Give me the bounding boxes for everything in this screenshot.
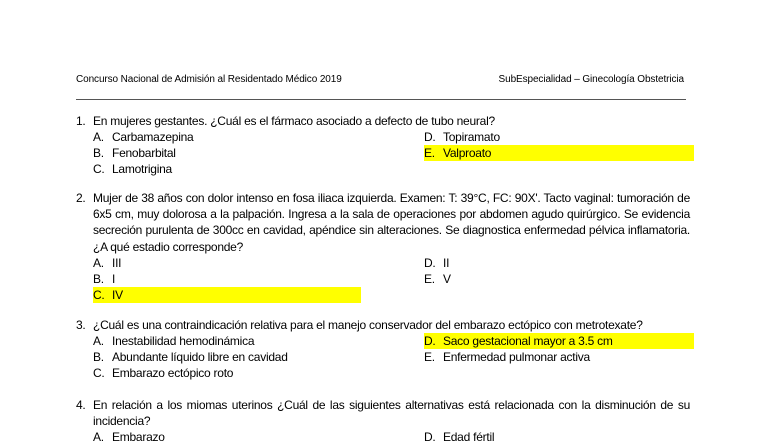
question-text: ¿Cuál es una contraindicación relativa para el manejo conservador del embarazo ectópico con metrotexate? xyxy=(93,318,643,332)
question-text: Mujer de 38 años con dolor intenso en fosa iliaca izquierda. Examen: T: 39°C, FC: 90X'. Tacto vaginal: tumoración de 6x5 cm, muy dolorosa a la palpación. Ingresa a la sala de operaciones por abdomen agudo quirúrgico. Se evidencia secreción purulenta de 300cc en cavidad, apéndice sin alteraciones. Se diagnostica enfermedad pélvica inflamatoria. ¿A qué estadio corresponde? xyxy=(93,191,690,254)
question-1 xyxy=(76,113,690,177)
option-a[interactable]: A. Embarazo xyxy=(93,430,165,445)
option-d[interactable]: D. Edad fértil xyxy=(424,430,495,445)
option-e[interactable]: E. Enfermedad pulmonar activa xyxy=(424,350,590,365)
option-c[interactable]: C. Embarazo ectópico roto xyxy=(93,366,234,381)
option-d[interactable]: D. Topiramato xyxy=(424,130,500,145)
header-divider xyxy=(76,99,686,100)
page-header xyxy=(76,74,686,88)
question-text: En mujeres gestantes. ¿Cuál es el fármaco asociado a defecto de tubo neural? xyxy=(93,114,495,128)
question-3 xyxy=(76,317,690,381)
question-2 xyxy=(76,190,690,302)
question-number: 1. xyxy=(76,114,86,128)
option-e[interactable]: E. V xyxy=(424,271,451,286)
question-number: 3. xyxy=(76,318,86,332)
exam-title: Concurso Nacional de Admisión al Residentado Médico 2019 xyxy=(76,74,342,85)
option-d[interactable]: D. II xyxy=(424,255,450,270)
option-c-correct[interactable]: C. IV xyxy=(93,287,361,303)
specialty-title: SubEspecialidad – Ginecología Obstetricia xyxy=(498,74,684,85)
option-d-correct[interactable]: D. Saco gestacional mayor a 3.5 cm xyxy=(424,333,694,349)
question-number: 2. xyxy=(76,191,86,205)
option-b[interactable]: B. Abundante líquido libre en cavidad xyxy=(93,350,288,365)
option-a[interactable]: A. III xyxy=(93,255,122,270)
question-number: 4. xyxy=(76,398,86,412)
question-text: En relación a los miomas uterinos ¿Cuál de las siguientes alternativas está relacionada con la disminución de su incidencia? xyxy=(93,398,690,429)
option-b[interactable]: B. Fenobarbital xyxy=(93,146,176,161)
option-e-correct[interactable]: E. Valproato xyxy=(424,145,694,161)
option-a[interactable]: A. Inestabilidad hemodinámica xyxy=(93,334,255,349)
option-b[interactable]: B. I xyxy=(93,271,116,286)
question-4 xyxy=(76,397,690,445)
option-a[interactable]: A. Carbamazepina xyxy=(93,130,194,145)
option-c[interactable]: C. Lamotrigina xyxy=(93,162,172,177)
